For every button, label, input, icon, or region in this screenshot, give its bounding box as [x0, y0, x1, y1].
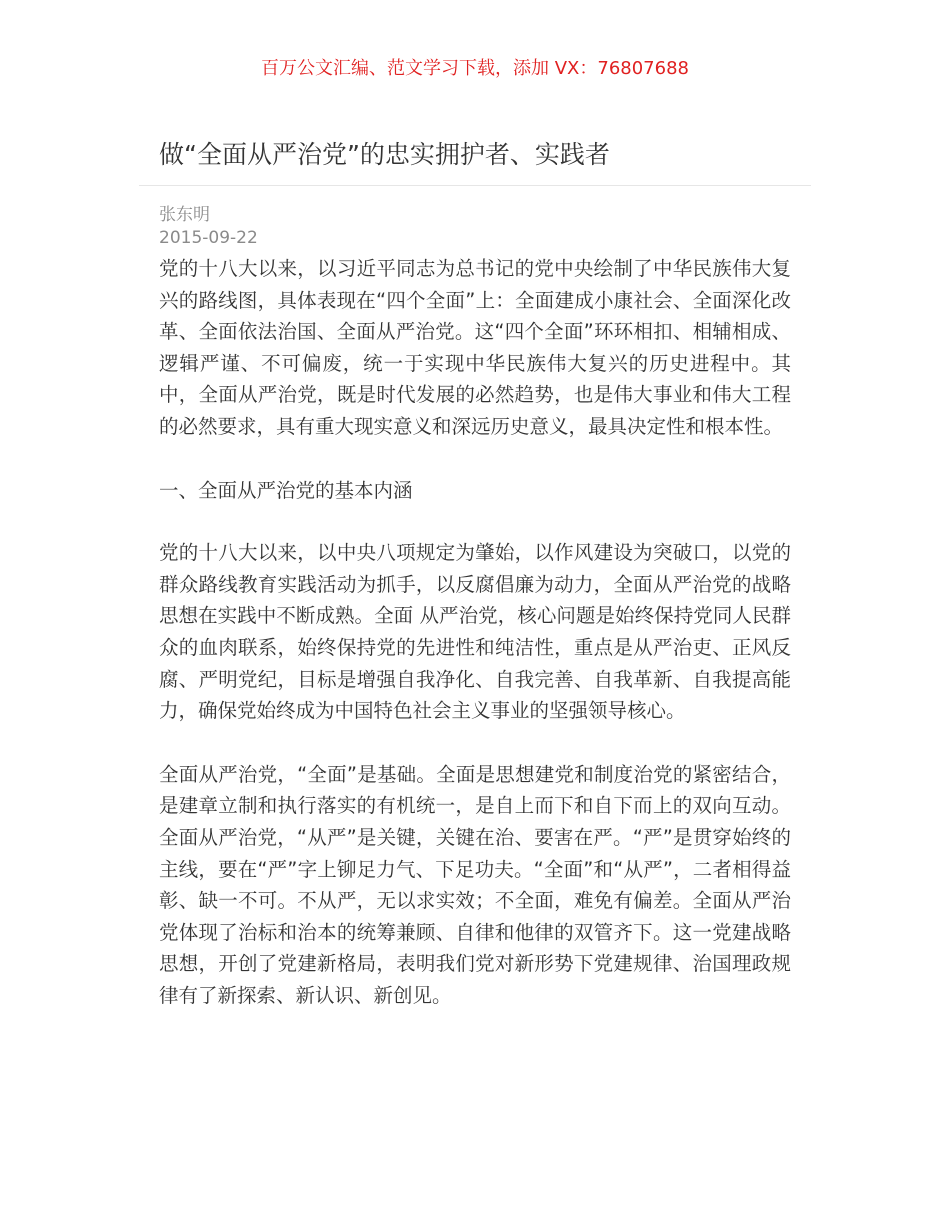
paragraph-comprehensive: 全面从严治党，“全面”是基础。全面是思想建党和制度治党的紧密结合，是建章立制和执行落实的有机统一，是自上而下和自下而上的双向互动。全面从严治党，“从严”是关键，关键在治、要害在严。“严”是贯穿始终的主线，要在“严”字上铆足力气、下足功夫。“全面”和“从严”，二者相得益彰、缺一不可。不从严，无以求实效；不全面，难免有偏差。全面从严治党体现了治标和治本的统筹兼顾、自律和他律的双管齐下。这一党建战略思想，开创了党建新格局，表明我们党对新形势下党建规律、治国理政规律有了新探索、新认识、新创见。 — [159, 762, 791, 1007]
article-body — [159, 253, 791, 1043]
paragraph-intro: 党的十八大以来，以习近平同志为总书记的党中央绘制了中华民族伟大复兴的路线图，具体表现在“四个全面”上：全面建成小康社会、全面深化改革、全面依法治国、全面从严治党。这“四个全面”环环相扣、相辅相成、逻辑严谨、不可偏废，统一于实现中华民族伟大复兴的历史进程中。其中，全面从严治党，既是时代发展的必然趋势，也是伟大事业和伟大工程的必然要求，具有重大现实意义和深远历史意义，最具决定性和根本性。 — [159, 257, 791, 438]
promo-banner: 百万公文汇编、范文学习下载，添加 VX：76807688 — [261, 58, 689, 79]
section-heading: 一、全面从严治党的基本内涵 — [159, 478, 413, 502]
paragraph-meaning: 党的十八大以来，以中央八项规定为肇始，以作风建设为突破口，以党的群众路线教育实践活动为抓手，以反腐倡廉为动力，全面从严治党的战略思想在实践中不断成熟。全面 从严治党，核心问题是始终保持党同人民群众的血肉联系，始终保持党的先进性和纯洁性，重点是从严治吏、正风反腐、严明党纪，目标是增强自我净化、自我完善、自我革新、自我提高能力，确保党始终成为中国特色社会主义事业的坚强领导核心。 — [159, 541, 791, 723]
title-divider — [139, 185, 811, 186]
article-title: 做“全面从严治党”的忠实拥护者、实践者 — [159, 140, 610, 169]
article-date: 2015-09-22 — [159, 228, 258, 248]
article-author: 张东明 — [159, 205, 210, 225]
